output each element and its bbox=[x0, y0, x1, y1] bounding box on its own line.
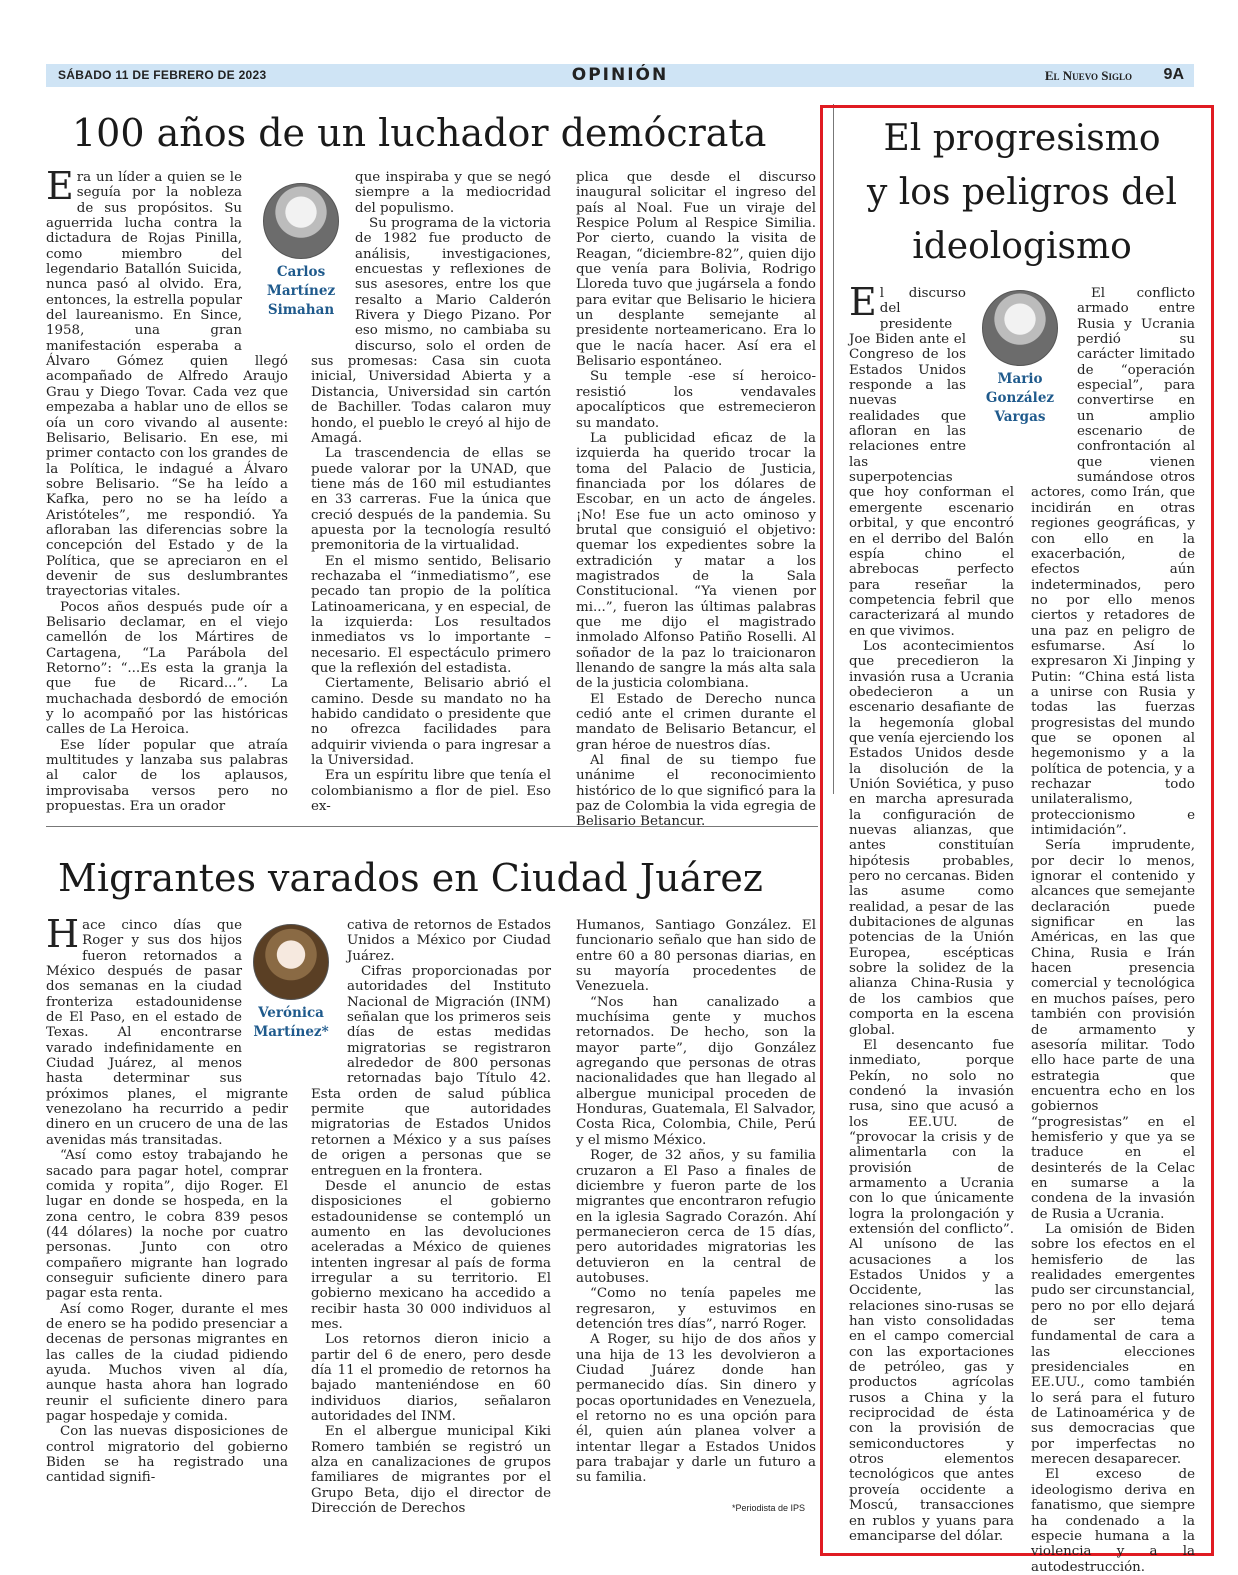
header-page-number: 9A bbox=[1163, 66, 1184, 83]
drop-cap: E bbox=[849, 280, 877, 324]
header-section: OPINIÓN bbox=[571, 65, 669, 85]
article2-column-3: Humanos, Santiago González. El funcionario señalo que han sido de entre 60 a 80 personas diarias, en su mayoría procedentes de Venezuela. “Nos han canalizado a muchísima gente y muchos retornados. De hecho, son la mayor parte”, dijo González agregando que personas de otras nacionalidades que han llegado al albergue municipal proceden de Honduras, Guatemala, El Salvador, Costa Rica, Colombia, Chile, Perú y el mismo México. Roger, de 32 años, y su familia cruzaron a El Paso a finales de diciembre y fueron parte de los migrantes que encontraron refugio en la iglesia Sagrado Corazón. Ahí permanecieron cerca de 15 días, pero autoridades migratorias les detuvieron en la central de autobuses. “Como no tenía papeles me regresaron, y estuvimos en detención tres días”, narró Roger. A Roger, su hijo de dos años y una hija de 13 les devolvieron a Ciudad Juárez donde han permanecido días. Sin dinero y pocas oportunidades en Venezuela, el retorno no es una opción para él, quien aún planea volver a intentar llegar a Estados Unidos para trabajar y darle un futuro a su familia. bbox=[576, 918, 816, 1486]
header-date: SÁBADO 11 DE FEBRERO DE 2023 bbox=[58, 68, 267, 82]
article1-column-1: Era un líder a quien se le seguía por la nobleza de sus propósitos. Su aguerrida lucha contra la dictadura de Rojas Pinilla, como miembro del legendario Batallón Suicida, nunca pasó al olvido. Era, entonces, la estrella popular del laureanismo. En Since, 1958, una gran manifestación esperaba a Álvaro Gómez quien llegó acompañado de Alfredo Araujo Grau y Diego Tovar. Cada vez que empezaba a hablar uno de ellos se oía un coro vivando al ausente: Belisario, Belisario. En ese, mi primer contacto con los grandes de la Política, le indagué a Álvaro sobre Belisario. “Se ha leído a Kafka, pero no se ha leído a Aristóteles”, me respondió. Ya afloraban las diferencias sobre la concepción del Estado y de la Política, que se apreciaron en el devenir de sus deslumbrantes trayectorias vitales. Pocos años después pude oír a Belisario declamar, en el viejo camellón de los Mártires de Cartagena, “La Parábola del Retorno”: “...Es esta la granja la que fue de Ricard...”. La muchachada desbordó de emoción y lo acompañó por las históricas calles de La Heroica. Ese líder popular que atraía multitudes y lanzaba sus palabras al calor de los aplausos, improvisaba versos pero no propuestas. Era un orador bbox=[46, 164, 288, 815]
page-header-bar bbox=[46, 64, 1194, 87]
article1-author-name: Carlos Martínez Simahan bbox=[266, 264, 336, 318]
article1-title: 100 años de un luchador demócrata bbox=[72, 111, 767, 155]
header-publication: El Nuevo Siglo bbox=[1044, 68, 1132, 83]
article1-column-2: que inspiraba y que se negó siempre a la mediocridad del populismo. Su programa de la victoria de 1982 fue producto de análisis, investigaciones, encuestas y reflexiones de sus asesores, entre los que resalto a Mario Calderón Rivera y Diego Pizano. Por eso mismo, no cambiaba su discurso, solo el orden de sus promesas: Casa sin cuota inicial, Universidad Abierta y a Distancia, Universidad sin cartón de Bachiller. Todas calaron muy hondo, el pueblo le creyó al hijo de Amagá. La trascendencia de ellas se puede valorar por la UNAD, que tiene más de 160 mil estudiantes en 33 carreras. Fue la única que creció después de la pandemia. Su apuesta por la tecnología resultó premonitoria de la virtualidad. En el mismo sentido, Belisario rechazaba el “inmediatismo”, ese pecado tan propio de la política Latinoamericana, y en especial, de la izquierda: Los resultados inmediatos vs lo importante – necesario. El espectáculo primero que la reflexión del estadista. Ciertamente, Belisario abrió el camino. Desde su mandato no ha habido candidato o presidente que no ofrezca facilidades para adquirir vivienda o para ingresar a la Universidad. Era un espíritu libre que tenía el colombianismo a flor de piel. Eso ex- bbox=[311, 170, 551, 815]
article2-author-name: Verónica Martínez* bbox=[253, 1005, 329, 1040]
drop-cap: E bbox=[46, 164, 74, 208]
article3-author-name: Mario González Vargas bbox=[985, 371, 1055, 425]
drop-cap: H bbox=[46, 912, 80, 956]
author-note: *Periodista de IPS bbox=[732, 1503, 806, 1513]
article2-column-2: cativa de retornos de Estados Unidos a México por Ciudad Juárez. Cifras proporcionadas por autoridades del Instituto Nacional de Migración (INM) señalan que los primeros seis días de estas medidas migratorias se registraron alrededor de 800 personas retornadas bajo Título 42. Esta orden de salud pública permite que autoridades migratorias de Estados Unidos retornen a México y a sus países de origen a personas que se entreguen en la frontera. Desde el anuncio de estas disposiciones el gobierno estadounidense se contempló un aumento en las devoluciones aceleradas a México de quienes intenten ingresar al país de forma irregular a su territorio. El gobierno mexicano ha accedido a recibir hasta 30 000 individuos al mes. Los retornos dieron inicio a partir del 6 de enero, pero desde día 11 el promedio de retornos ha bajado manteniéndose en 60 individuos diarios, señalaron autoridades del INM. En el albergue municipal Kiki Romero también se registró un alza en canalizaciones de grupos familiares de migrantes por el Grupo Beta, dijo el director de Dirección de Derechos bbox=[311, 918, 551, 1517]
article2-column-1: Hace cinco días que Roger y sus dos hijos fueron retornados a México después de pasar dos semanas en la ciudad fronteriza estadounidense de El Paso, en el estado de Texas. Al encontrarse varado indefinidamente en Ciudad Juárez, al menos hasta determinar sus próximos planes, el migrante venezolano ha recurrido a pedir dinero en un crucero de una de las avenidas más transitadas. “Así como estoy trabajando he sacado para pagar hotel, comprar comida y ropita”, dijo Roger. El lugar en donde se hospeda, en la zona centro, le cobra 839 pesos (44 dólares) la noche por cuatro personas. Junto con otro compañero migrante han logrado conseguir suficiente dinero para pagar esta renta. Así como Roger, durante el mes de enero se ha podido presenciar a decenas de personas migrantes en las calles de la ciudad pidiendo ayuda. Muchos viven al día, aunque hasta ahora han logrado reunir el suficiente dinero para pagar hospedaje y comida. Con las nuevas disposiciones de control migratorio del gobierno Biden se ha registrado una cantidad signifi- bbox=[46, 912, 288, 1486]
article2-title: Migrantes varados en Ciudad Juárez bbox=[58, 856, 763, 900]
article3-title: El progresismo y los peligros del ideologismo bbox=[867, 118, 1177, 267]
article3-column-2: El conflicto armado entre Rusia y Ucrania perdió su carácter limitado de “operación especial”, para convertirse en un amplio escenario de confrontación al que vienen sumándose otros actores, como Irán, que incidirán en otras regiones geográficas, y con ello en la exacerbación, de efectos aún indeterminados, pero no por ello menos ciertos y retadores de una paz en peligro de esfumarse. Así lo expresaron Xi Jinping y Putin: “China está lista a unirse con Rusia y todas las fuerzas progresistas del mundo que se oponen al hegemonismo y a la política de potencia, y a rechazar todo unilateralismo, proteccionismo e intimidación”. Sería imprudente, por decir lo menos, ignorar el contenido y alcances que semejante declaración puede significar en las Américas, en las que China, Rusia e Irán hacen presencia comercial y tecnológica en muchos países, pero también con provisión de armamento y asesoría militar. Todo ello hace parte de una estrategia que encuentra echo en los gobiernos “progresistas” en el hemisferio y que ya se traduce en el desinterés de la Celac en sumarse a la condena de la invasión de Rusia a Ucrania. La omisión de Biden sobre los efectos en el hemisferio de las realidades emergentes pudo ser circunstancial, pero no por ello dejará de ser tema fundamental de cara a las elecciones presidenciales en EE.UU., como también lo será para el futuro de Latinoamérica y de sus democracias que por imperfectas no merecen desaparecer. El exceso de ideologismo deriva en fanatismo, que siempre ha condenado a la especie humana a la violencia y a la autodestrucción. bbox=[1031, 286, 1195, 1575]
article3-column-1: El discurso del presidente Joe Biden ante el Congreso de los Estados Unidos responde a las nuevas realidades que afloran en las relaciones entre las superpotencias que hoy conforman el emergente escenario orbital, y que encontró en el derribo del Balón espía chino el abrebocas perfecto para reseñar la competencia febril que caracterizará al mundo en que vivimos. Los acontecimientos que precedieron la invasión rusa a Ucrania obedecieron a un escenario desafiante de la hegemonía global que venía ejerciendo los Estados Unidos desde la disolución de la Unión Soviética, y puso en marcha apresurada la configuración de nuevas alianzas, que antes constituían hipótesis probables, pero no cercanas. Biden las asume como realidad, a pesar de las dubitaciones de algunas potencias de la Unión Europea, escépticas sobre la solidez de la alianza China-Rusia y de los cambios que comporta en la escena global. El desencanto fue inmediato, porque Pekín, no solo no condenó la invasión rusa, sino que acusó a los EE.UU. de “provocar la crisis y de alimentarla con la provisión de armamento a Ucrania con lo que únicamente logra la prolongación y extensión del conflicto”. Al unísono de las acusaciones a los Estados Unidos y a Occidente, las relaciones sino-rusas se han visto consolidadas en el campo comercial con las exportaciones de petróleo, gas y productos agrícolas rusos a China y la reciprocidad de ésta con la provisión de semiconductores y otros elementos tecnológicos que antes proveía occidente a Moscú, transacciones en rublos y yuans para emanciparse del dólar. bbox=[849, 280, 1014, 1544]
article1-column-3: plica que desde el discurso inaugural solicitar el ingreso del país al Noal. Fue un viraje del Respice Polum al Respice Similia. Por cierto, cuando la visita de Reagan, “diciembre-82”, quien dijo que venía para Bolivia, Rodrigo Lloreda tuvo que jugársela a fondo para evitar que Belisario le hiciera un desplante semejante al presidente norteamericano. Era lo que le nacía hacer. Así era el Belisario espontáneo. Su temple -ese sí heroico- resistió los vendavales apocalípticos que estremecieron su mandato. La publicidad eficaz de la izquierda ha querido trocar la toma del Palacio de Justicia, financiada por los dólares de Escobar, en un acto de ángeles. ¡No! Ese fue un acto ominoso y brutal que consiguió el objetivo: quemar los expedientes sobre la extradición y matar a los magistrados de la Sala Constitucional. “Ya vienen por mi...”, fueron las últimas palabras que me dijo el magistrado inmolado Alfonso Patiño Roselli. Al soñador de la paz lo traicionaron llenando de sangre la más alta sala de la justicia colombiana. El Estado de Derecho nunca cedió ante el crimen durante el mandato de Belisario Betancur, el gran héroe de nuestros días. Al final de su tiempo fue unánime el reconocimiento histórico de lo que significó para la paz de Colombia la vida egregia de Belisario Betancur. bbox=[576, 170, 816, 830]
